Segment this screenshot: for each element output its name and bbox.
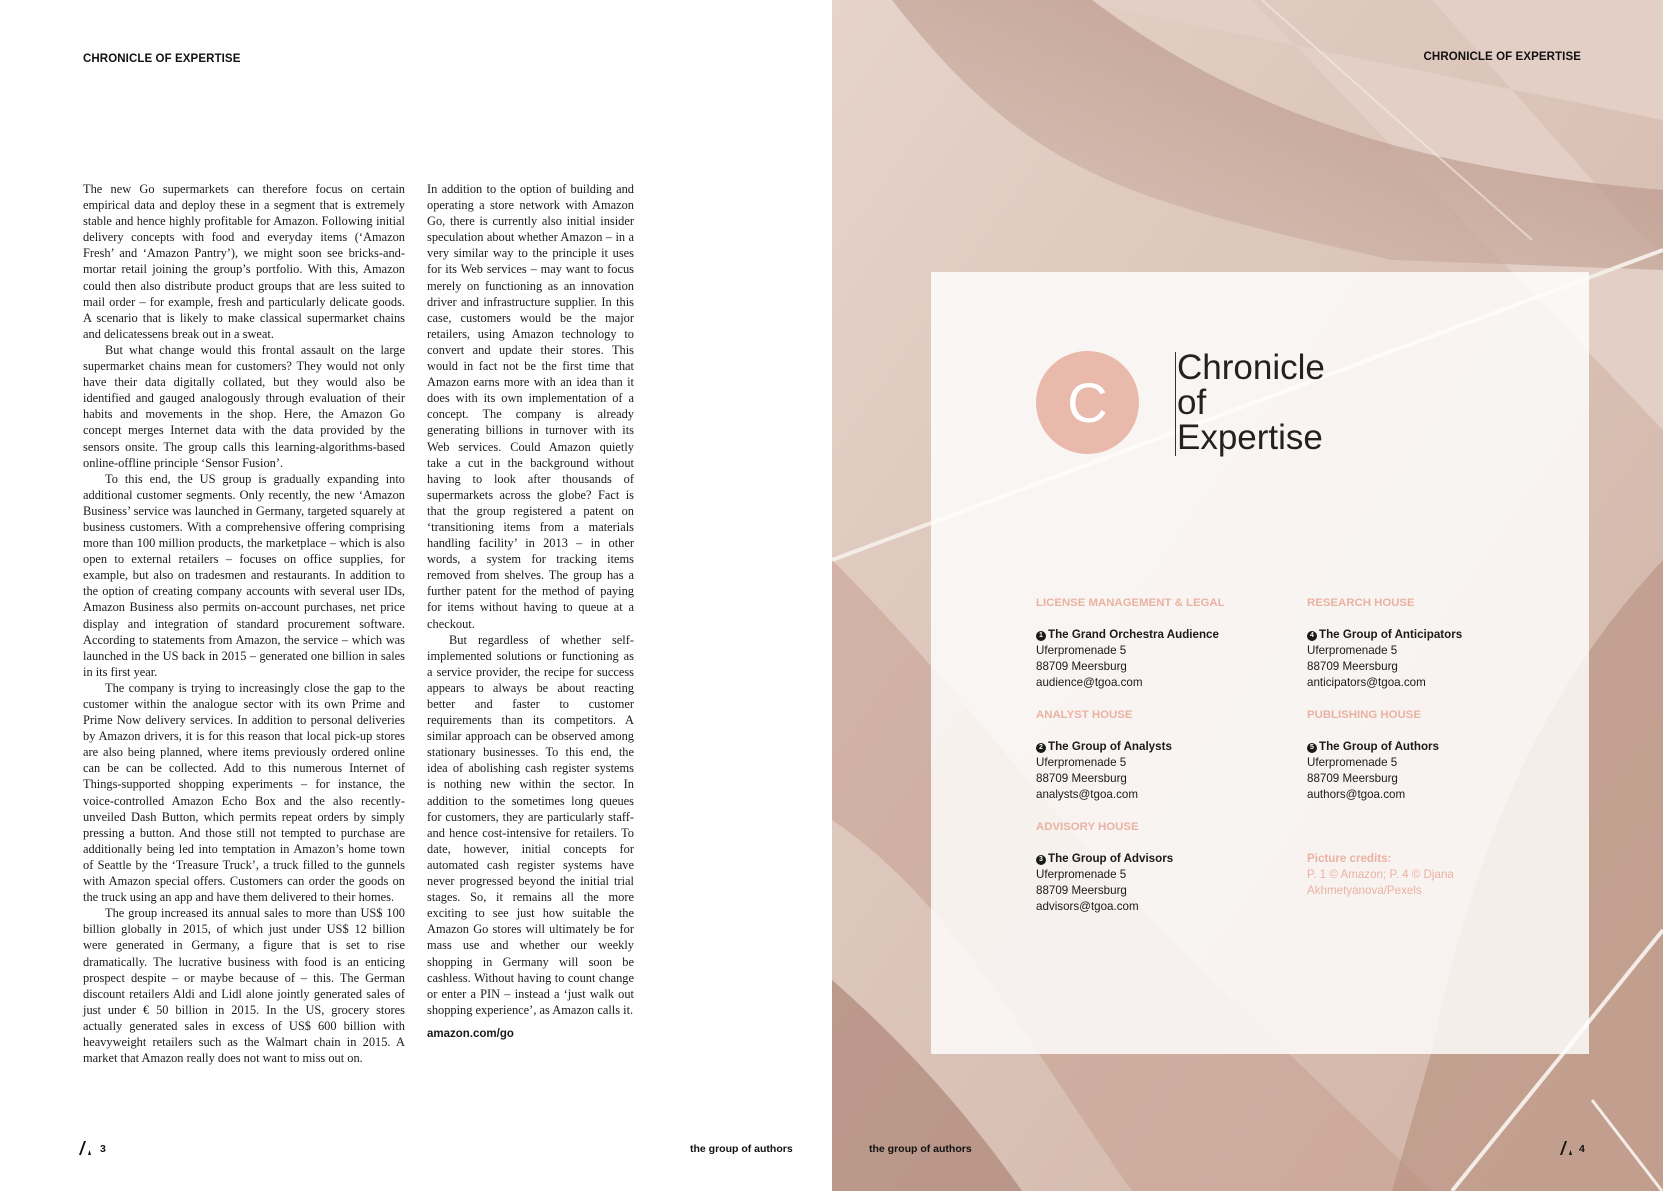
number-badge-icon: 2	[1036, 743, 1046, 753]
title-line: Chronicle	[1177, 348, 1325, 387]
city: 88709 Meersburg	[1307, 660, 1398, 673]
city: 88709 Meersburg	[1036, 884, 1127, 897]
title-line: Expertise	[1177, 418, 1323, 457]
footer-brand-left: the group of authors	[690, 1143, 793, 1155]
title-line: of	[1177, 383, 1207, 422]
org-name: The Grand Orchestra Audience	[1048, 628, 1219, 641]
category-label: RESEARCH HOUSE	[1307, 597, 1415, 609]
brand-slash-icon	[75, 1141, 93, 1155]
email-link[interactable]: advisors@tgoa.com	[1036, 900, 1139, 913]
paragraph: The new Go supermarkets can therefore focus on certain empirical data and deploy these in a segment that is extremely stable and hence highly profitable for Amazon. Following initial delivery concepts with food and everyday items (‘Amazon Fresh’ and ‘Amazon Pantry’), we might soon see bricks-and-mortar retail joining the group’s portfolio. With this, Amazon could then also distribute product groups that are less suited to mail order – for example, fresh and particularly delicate goods. A scenario that is likely to make classical supermarket chains and delicatessens break out in a sweat.	[83, 182, 405, 341]
email-link[interactable]: audience@tgoa.com	[1036, 676, 1143, 689]
number-badge-icon: 1	[1036, 631, 1046, 641]
number-badge-icon: 4	[1307, 631, 1317, 641]
email-link[interactable]: analysts@tgoa.com	[1036, 788, 1138, 801]
contact-block-advisory	[1036, 819, 1173, 915]
email-link[interactable]: anticipators@tgoa.com	[1307, 676, 1426, 689]
org-name: The Group of Analysts	[1048, 740, 1172, 753]
paragraph: The company is trying to increasingly close the gap to the customer within the analogue sector with its own Prime and Prime Now delivery services. In addition to personal deliveries by Amazon drivers, it is for this reason that local pick-up stores are also being planned, where items previously ordered online can be can be collected. Add to this numerous Internet of Things-supported shopping experiments – for instance, the voice-controlled Amazon Echo Box and the also recently-unveiled Dash Button, which permits repeat orders by simply pressing a button. And those still not tempted to purchase are additionally being led into temptation in Amazon’s home town of Seattle by the ‘Treasure Truck’, a truck filled to the gunnels with Amazon special offers. Customers can order the goods on the truck using an app and have them delivered to their homes.	[83, 680, 405, 905]
credits-text: Akhmetyanova/Pexels	[1307, 884, 1422, 897]
number-badge-icon: 3	[1036, 855, 1046, 865]
paragraph: But regardless of whether self-implemented solutions or functioning as a service provider, the recipe for success appears to always be about reacting better and faster to customer requirements than its competitors. A similar approach can be observed among stationary businesses. To this end, the idea of abolishing cash register systems is nothing new within the sector. In addition to the sometimes long queues for customers, they are particularly staff- and hence cost-intensive for retailers. To date, however, initial concepts for automated cash register systems have never progressed beyond the initial trial stages. So, it remains all the more exciting to see just how suitable the Amazon Go stores will ultimately be for mass use and whether our weekly shopping in Germany will soon be cashless. Without having to count change or enter a PIN – instead a ‘just walk out shopping experience’, as Amazon calls it.	[427, 632, 634, 1017]
contact-block-publishing	[1307, 707, 1439, 803]
running-head-left: CHRONICLE OF EXPERTISE	[83, 53, 241, 65]
city: 88709 Meersburg	[1307, 772, 1398, 785]
publication-title	[1177, 350, 1325, 455]
number-badge-icon: 5	[1307, 743, 1317, 753]
paragraph: To this end, the US group is gradually expanding into additional customer segments. Only recently, the new ‘Amazon Business’ service was launched in Germany, targeted squarely at business customers. With a comprehensive offering comprising more than 100 million products, the marketplace – which is also open to external retailers – focuses on office supplies, for example, but also on tradesmen and restaurants. In addition to the option of creating company accounts with several user IDs, Amazon Business also permits on-account purchases, net price display and integration of standard procurement software. According to statements from Amazon, the service – which was launched in the US back in 2015 – generated one billion in sales in its first year.	[83, 471, 405, 679]
contact-block-analyst	[1036, 707, 1172, 803]
credits-text: P. 1 © Amazon; P. 4 © Djana	[1307, 868, 1454, 881]
paragraph: But what change would this frontal assault on the large supermarket chains mean for customers? They would not only have their data digitally collated, but they would also be identified and gauged analogously through evaluation of their habits and movements in the shop. Here, the Amazon Go concept merges Internet data with the data provided by the sensors onsite. The group calls this learning-algorithms-based online-offline principle ‘Sensor Fusion’.	[83, 342, 405, 470]
paragraph: In addition to the option of building and operating a store network with Amazon Go, there is currently also initial insider speculation about whether Amazon – in a very similar way to the principle it uses for its Web services – may want to focus merely on functioning as an innovation driver and infrastructure supplier. In this case, customers would be the major retailers, using Amazon technology to convert and update their stores. This would in fact not be the first time that Amazon earns more with an idea than it does with its own implementation of a concept. The company is already generating billions in turnover with its Web services. Could Amazon quietly take a cut in the background without having to look after thousands of supermarkets across the globe? Fact is that the group registered a patent on ‘transitioning items from a materials handling facility’ in 2013 – in other words, a system for tracking items removed from shelves. The group has a further patent for the method of paying for items without having to queue at a checkout.	[427, 182, 634, 631]
chronicle-logo-icon: C	[1036, 351, 1139, 454]
category-label: PUBLISHING HOUSE	[1307, 709, 1421, 721]
article-column-2	[427, 181, 634, 1042]
street: Uferpromenade 5	[1307, 644, 1398, 657]
paragraph: The group increased its annual sales to more than US$ 100 billion globally in 2015, of which just under US$ 12 billion were generated in Germany, a figure that is set to rise dramatically. The lucrative business with food is an enticing prospect despite – or maybe because of – this. The German discount retailers Aldi and Lidl alone jointly generated sales of just under € 50 billion in 2015. In the US, grocery stores actually generated sales in excess of US$ 600 billion with heavyweight retailers such as the Walmart chain in 2015. A market that Amazon really does not want to miss out on.	[83, 906, 405, 1066]
article-column-1	[83, 181, 405, 1066]
email-link[interactable]: authors@tgoa.com	[1307, 788, 1406, 801]
street: Uferpromenade 5	[1307, 756, 1398, 769]
source-link[interactable]: amazon.com/go	[427, 1027, 514, 1040]
credits-label: Picture credits:	[1307, 852, 1392, 865]
brand-slash-icon	[1556, 1141, 1574, 1155]
street: Uferpromenade 5	[1036, 756, 1127, 769]
city: 88709 Meersburg	[1036, 660, 1127, 673]
running-head-right: CHRONICLE OF EXPERTISE	[1423, 51, 1581, 63]
page-number-left: 3	[100, 1143, 106, 1155]
org-name: The Group of Advisors	[1048, 852, 1174, 865]
footer-brand-right: the group of authors	[869, 1143, 972, 1155]
masthead-panel	[931, 272, 1589, 1054]
contact-block-license	[1036, 595, 1225, 691]
category-label: LICENSE MANAGEMENT & LEGAL	[1036, 597, 1225, 609]
picture-credits	[1307, 851, 1454, 899]
street: Uferpromenade 5	[1036, 868, 1127, 881]
page-number-right: 4	[1579, 1143, 1585, 1155]
city: 88709 Meersburg	[1036, 772, 1127, 785]
org-name: The Group of Authors	[1319, 740, 1440, 753]
category-label: ADVISORY HOUSE	[1036, 821, 1139, 833]
org-name: The Group of Anticipators	[1319, 628, 1463, 641]
contact-block-research	[1307, 595, 1462, 691]
category-label: ANALYST HOUSE	[1036, 709, 1133, 721]
street: Uferpromenade 5	[1036, 644, 1127, 657]
logo-divider	[1175, 352, 1176, 456]
